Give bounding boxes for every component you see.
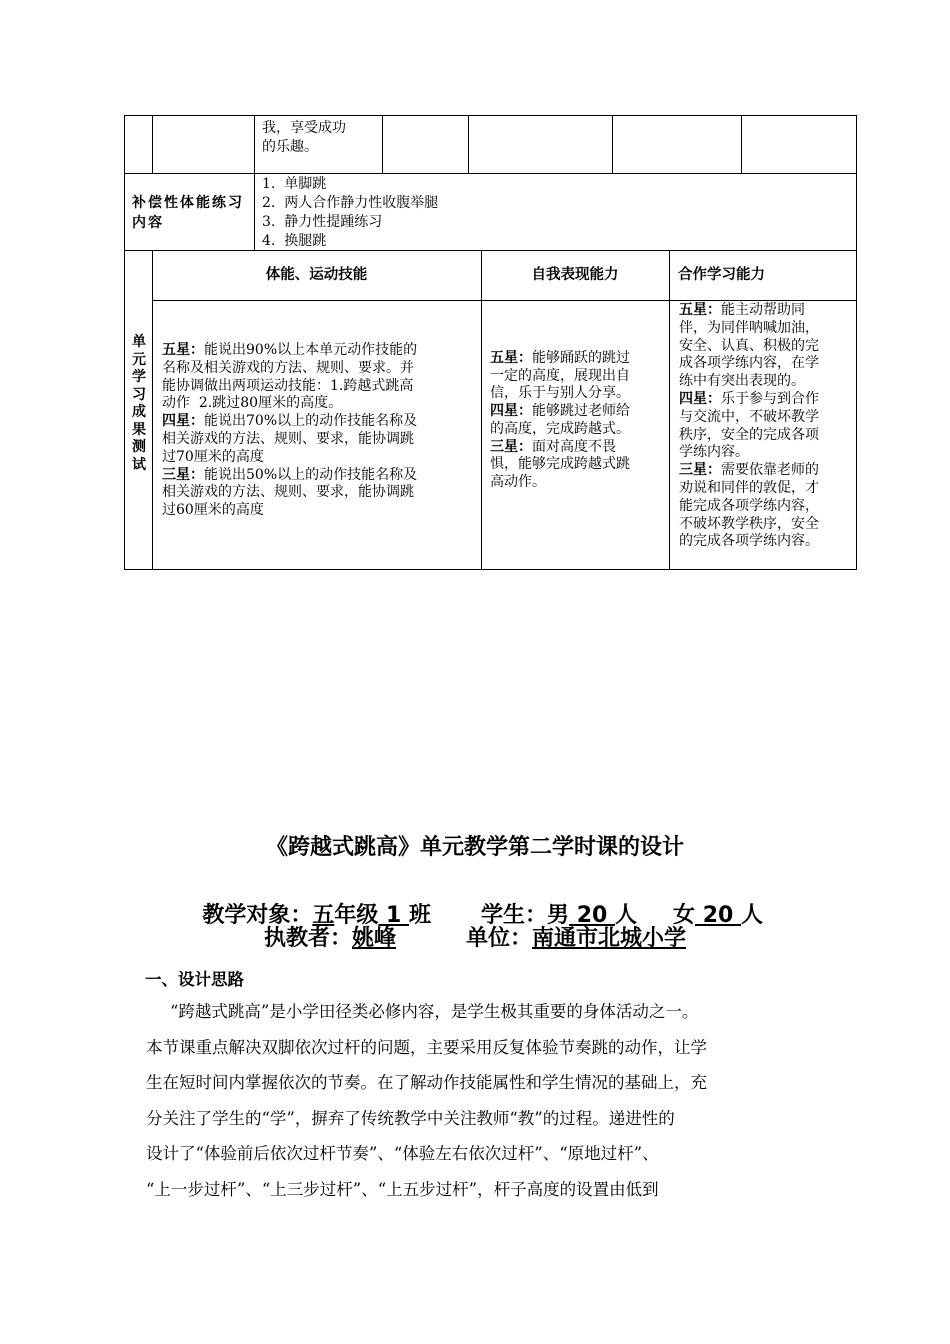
supplement-label: 补偿性体能练习内容	[132, 195, 244, 231]
list-item: 1. 单脚跳	[262, 176, 327, 192]
header-self-expression: 自我表现能力	[531, 267, 619, 283]
criteria-three-star: 三星：面对高度不畏	[490, 438, 616, 455]
header-fitness-skills: 体能、运动技能	[265, 267, 368, 283]
cooperation-criteria: 五星：能主动帮助同 伴，为同伴呐喊加油， 安全、认真、积极的完 成各项学练内容，在学 练中有突出表现的。 四星：乐于参与到合作 与交流中，不破坏教学 秩序，安全的完成各项 学练内容。 三星：需要依靠老师的 劝说和同伴的敦促，才 能完成各项学练内容， 不破坏教学秩序，安全 的完成各项学练内容。	[679, 302, 855, 551]
criteria-five-star: 五星：能说出90%以上本单元动作技能的	[162, 342, 418, 358]
criteria-five-star: 五星：能主动帮助同	[679, 302, 805, 318]
criteria-three-star: 三星：能说出50%以上的动作技能名称及	[162, 466, 418, 483]
section-title: 一、设计思路	[145, 970, 244, 989]
list-item: 3. 静力性提踵练习	[262, 214, 383, 230]
row1-text: 我，享受成功 的乐趣。	[262, 120, 346, 155]
list-item: 4. 换腿跳	[262, 233, 327, 249]
criteria-three-star: 三星：需要依靠老师的	[679, 462, 819, 479]
criteria-four-star: 四星：能说出70%以上的动作技能名称及	[162, 413, 418, 430]
criteria-four-star: 四星：乐于参与到合作	[679, 390, 819, 407]
header-cooperation: 合作学习能力	[678, 267, 765, 283]
design-idea-paragraph: “跨越式跳高”是小学田径类必修内容，是学生极其重要的身体活动之一。 本节课重点解决双脚依次过杆的问题，主要采用反复体验节奏跳的动作，让学 生在短时间内掌握依次的节奏。在了解动作技能属性和学生情况的基础上，充 分关注了学生的“学”，摒弃了传统教学中关注教师“教”的过程。递进性的 设计了“体验前后依次过杆节奏”、“体验左右依次过杆”、“原地过杆”、 “上一步过杆”、“上三步过杆”、“上五步过杆”，杆子高度的设置由低到	[146, 1002, 707, 1199]
lesson-info: 教学对象：五年级 1 班 学生：男 20 人 女 20 人	[202, 903, 763, 928]
criteria-five-star: 五星：能够踊跃的跳过	[490, 350, 630, 366]
criteria-four-star: 四星：能够跳过老师给	[490, 403, 630, 420]
list-item: 2. 两人合作静力性收腹举腿	[262, 195, 439, 211]
self-expression-criteria: 五星：能够踊跃的跳过 一定的高度，展现出自 信，乐于与别人分享。 四星：能够跳过老师给 的高度，完成跨越式。 三星：面对高度不畏 惧，能够完成跨越式跳 高动作。	[490, 350, 666, 492]
page-title: 《跨越式跳高》单元教学第二学时课的设计	[265, 835, 684, 860]
assessment-label: 单 元 学 习 成 果 测 试	[132, 334, 146, 473]
teacher-info: 执教者：姚峰 单位：南通市北城小学	[263, 926, 687, 951]
fitness-criteria: 五星：能说出90%以上本单元动作技能的 名称及相关游戏的方法、规则、要求。并 能协调做出两项运动技能：1.跨越式跳高 动作 2.跳过80厘米的高度。 四星：能说出70%以上的动作技能名称及 相关游戏的方法、规则、要求，能协调跳 过70厘米的高度 三星：能说出50%以上的动作技能名称及 相关游戏的方法、规则、要求，能协调跳 过60厘米的高度	[162, 342, 480, 520]
supplement-list	[262, 175, 852, 251]
